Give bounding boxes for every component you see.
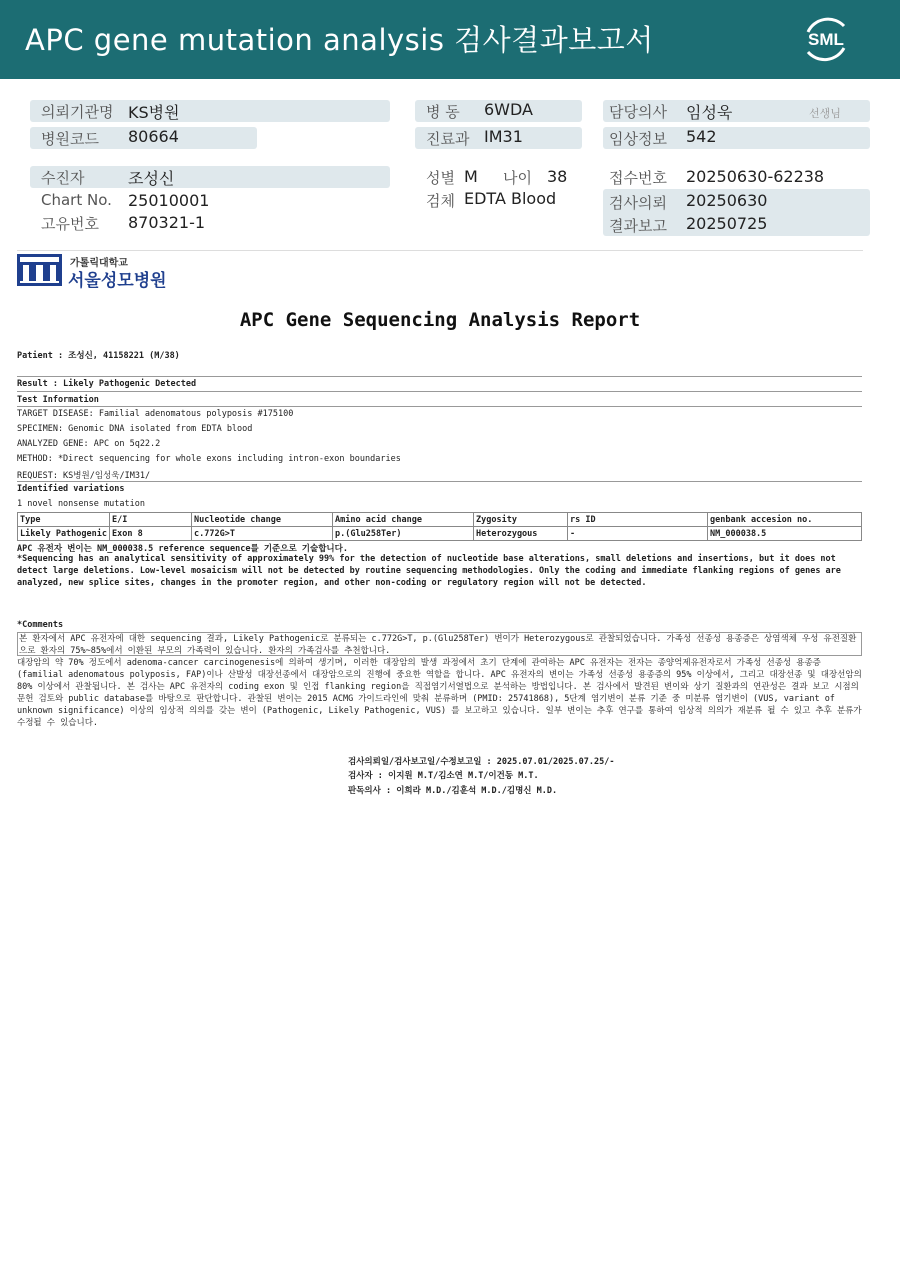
- variations-summary: 1 novel nonsense mutation: [17, 499, 145, 509]
- request-date-label: 검사의뢰: [609, 194, 667, 212]
- doctor-suffix: 선생님: [809, 107, 841, 120]
- specimen-label: 검체: [426, 192, 455, 210]
- clinical-info-value: 542: [686, 127, 717, 146]
- table-row: [18, 527, 862, 541]
- doctor-value: 임성욱: [686, 103, 733, 122]
- result-rule-bottom: [17, 391, 862, 392]
- request-line: REQUEST: KS병원/임성욱/IM31/: [17, 471, 151, 481]
- department-value: IM31: [484, 127, 523, 146]
- analyzed-gene: ANALYZED GENE: APC on 5q22.2: [17, 439, 161, 449]
- cell-genbank: NM_000038.5: [708, 527, 862, 541]
- specimen-line: SPECIMEN: Genomic DNA isolated from EDTA blood: [17, 424, 253, 434]
- clinical-info-label: 임상정보: [609, 130, 667, 148]
- chart-no-value: 25010001: [128, 191, 210, 210]
- hospital-name: 서울성모병원: [68, 271, 167, 291]
- cell-zygosity: Heterozygous: [474, 527, 568, 541]
- result-line: Result : Likely Pathogenic Detected: [17, 379, 197, 389]
- unique-id-value: 870321-1: [128, 213, 206, 232]
- comments-heading: *Comments: [17, 620, 64, 630]
- info-separator: [17, 250, 863, 251]
- header-nucleotide: Nucleotide change: [192, 513, 333, 527]
- header-ei: E/I: [110, 513, 192, 527]
- institution-value: KS병원: [128, 103, 180, 122]
- patient-line: Patient : 조성신, 41158221 (M/38): [17, 351, 180, 361]
- comment-1: 본 환자에서 APC 유전자에 대한 sequencing 결과, Likely Pathogenic로 분류되는 c.772G>T, p.(Glu258Ter) 변이가 Heterozygous로 관찰되었습니다. 가족성 선종성 용종증은 상염색체 우성 유전질환으로 환자의 75%~85%에서 이환된 부모의 가족력이 있습니다. 환자의 가족검사를 추천합니다.: [19, 634, 857, 656]
- ward-value: 6WDA: [484, 100, 533, 119]
- cell-ei: Exon 8: [110, 527, 192, 541]
- report-date-value: 20250725: [686, 214, 768, 233]
- testers-line: 검사자 : 이지원 M.T/김소연 M.T/이건동 M.T.: [348, 771, 539, 781]
- receipt-no-label: 접수번호: [609, 169, 667, 187]
- variations-table: [17, 512, 862, 541]
- header-rs-id: rs ID: [568, 513, 708, 527]
- sml-logo-icon: [798, 12, 854, 66]
- result-rule-top: [17, 376, 862, 377]
- sml-logo-text: SML: [808, 30, 844, 49]
- header-amino-acid: Amino acid change: [333, 513, 474, 527]
- cell-rs-id: -: [568, 527, 708, 541]
- dates-line: 검사의뢰일/검사보고일/수정보고일 : 2025.07.01/2025.07.25/-: [348, 757, 615, 767]
- receipt-no-value: 20250630-62238: [686, 167, 825, 186]
- chart-no-label: Chart No.: [41, 191, 112, 209]
- report-header-title: APC gene mutation analysis 검사결과보고서: [25, 23, 654, 57]
- unique-id-label: 고유번호: [41, 215, 99, 233]
- cell-amino-acid: p.(Glu258Ter): [333, 527, 474, 541]
- report-header: [0, 0, 900, 79]
- comment-box-1: [17, 632, 862, 656]
- test-info-heading: Test Information: [17, 395, 99, 405]
- department-label: 진료과: [426, 130, 470, 148]
- variations-rule: [17, 481, 862, 482]
- age-value: 38: [547, 167, 568, 186]
- sex-value: M: [464, 167, 478, 186]
- doctor-label: 담당의사: [609, 103, 667, 121]
- sex-label: 성별: [426, 169, 455, 187]
- cell-nucleotide: c.772G>T: [192, 527, 333, 541]
- request-date-value: 20250630: [686, 191, 768, 210]
- physicians-line: 판독의사 : 이희라 M.D./김훈석 M.D./김명신 M.D.: [348, 786, 558, 796]
- variations-heading: Identified variations: [17, 484, 125, 494]
- header-zygosity: Zygosity: [474, 513, 568, 527]
- institution-label: 의뢰기관명: [41, 103, 114, 121]
- sensitivity-note: *Sequencing has an analytical sensitivity of approximately 99% for the detection of nucleotide base alterations, small deletions and insertions, but it does not detect large deletions. Low-level mosaicism will not be detected by routine sequencing methodologies. Only the coding and immediate flanking regions of genes are analyzed, new splice sites, changes in the promoter region, and other non-coding or regulatory region will not be detected.: [17, 554, 841, 588]
- comment-2: 대장암의 약 70% 정도에서 adenoma-cancer carcinogenesis에 의하여 생기며, 이러한 대장암의 발생 과정에서 초기 단계에 관여하는 APC 유전자는 전자는 종양억제유전자로서 가족성 선종성 용종증 (familial adenomatous polyposis, FAP)이나 산발성 대장선종에서 대장암으로의 진행에 중요한 역할을 합니다. APC 유전자의 변이는 가족성 선종성 용종증의 95% 이상에서, 그리고 대장선종 및 대장선암의 80% 이상에서 관찰됩니다. 본 검사는 APC 유전자의 coding exon 및 인접 flanking region을 직접염기서열법으로 분석하는 방법입니다. 본 검사에서 발견된 변이와 상기 질환과의 연관성은 결과 보고 시점의 문헌 검토와 public database를 바탕으로 판단합니다. 관찰된 변이는 2015 ACMG 가이드라인에 맞춰 분류하며 (PMID: 25741868), 5단계 염기변이 분류 기준 중 미분류 염기변이 (VUS, variant of unknown significance) 이상의 임상적 의의를 갖는 변이 (Pathogenic, Likely Pathogenic, VUS) 를 보고하고 있습니다. 일부 변이는 추후 연구를 통하여 임상적 의의가 재분류 될 수 있고 추후 분류가 수정될 수 있습니다.: [17, 658, 862, 728]
- method-line: METHOD: *Direct sequencing for whole exons including intron-exon boundaries: [17, 454, 401, 464]
- hospital-code-value: 80664: [128, 127, 179, 146]
- target-disease: TARGET DISEASE: Familial adenomatous polyposis #175100: [17, 409, 294, 419]
- header-genbank: genbank accesion no.: [708, 513, 862, 527]
- patient-label: 수진자: [41, 169, 85, 187]
- specimen-value: EDTA Blood: [464, 189, 557, 208]
- report-title: APC Gene Sequencing Analysis Report: [239, 309, 641, 331]
- hospital-code-label: 병원코드: [41, 130, 99, 148]
- cell-type: Likely Pathogenic: [18, 527, 110, 541]
- table-header-row: [18, 513, 862, 527]
- hospital-university: 가톨릭대학교: [70, 258, 128, 269]
- reference-note: APC 유전자 변이는 NM_000038.5 reference sequence를 기준으로 기술합니다.: [17, 544, 348, 554]
- hospital-emblem-icon: [17, 254, 62, 286]
- header-type: Type: [18, 513, 110, 527]
- test-info-rule: [17, 406, 862, 407]
- patient-value: 조성신: [128, 169, 175, 188]
- report-date-label: 결과보고: [609, 217, 667, 235]
- age-label: 나이: [503, 169, 532, 187]
- ward-label: 병 동: [426, 103, 460, 121]
